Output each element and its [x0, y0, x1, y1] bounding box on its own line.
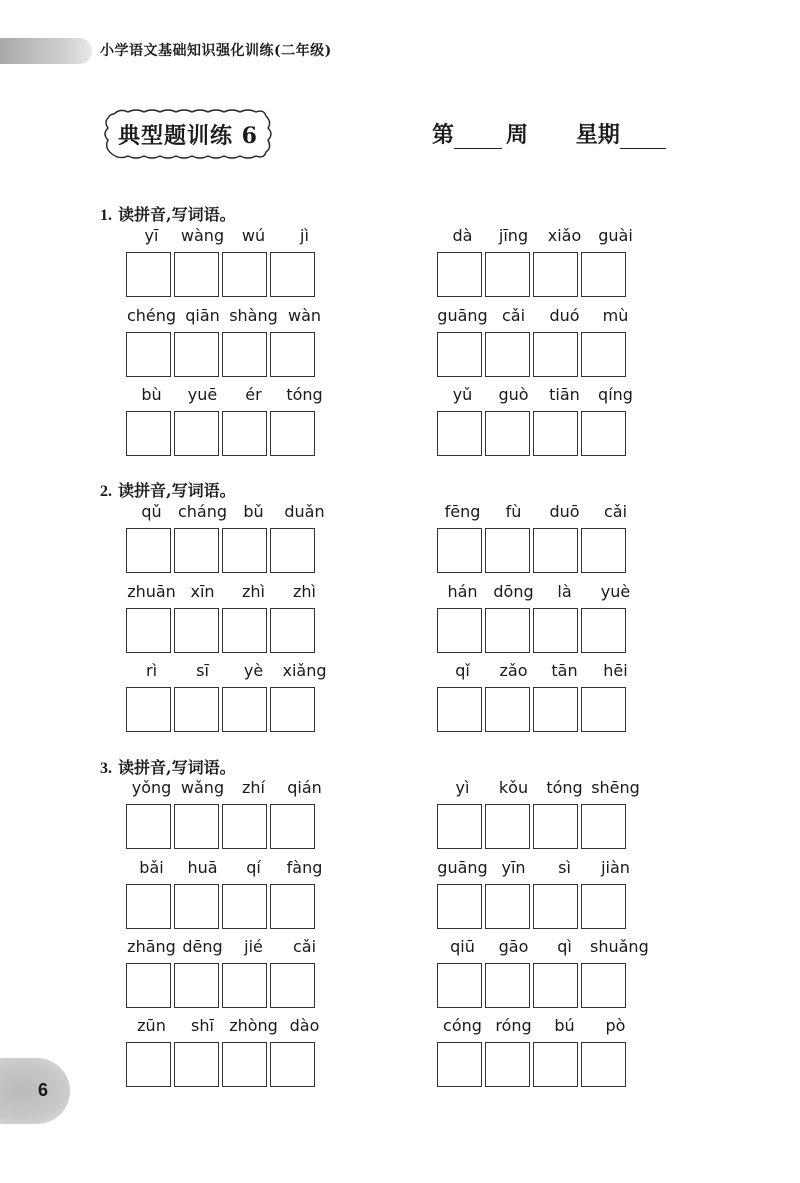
- writing-box-row: [437, 332, 641, 377]
- question-2-label: [100, 478, 236, 501]
- pinyin-row: [437, 937, 649, 959]
- pinyin-syllable: fù: [505, 502, 522, 521]
- writing-box[interactable]: [174, 332, 219, 377]
- pinyin-syllable: guāng: [437, 858, 488, 877]
- writing-box-row: [437, 528, 641, 573]
- writing-box[interactable]: [533, 411, 578, 456]
- pinyin-syllable: zǎo: [499, 661, 528, 680]
- writing-box[interactable]: [222, 804, 267, 849]
- pinyin-row: [126, 582, 330, 604]
- writing-box[interactable]: [174, 252, 219, 297]
- weekday-label: 星期: [575, 122, 620, 148]
- pinyin-syllable: sì: [558, 858, 571, 877]
- word-group: [437, 226, 641, 297]
- page-tab: [0, 1058, 70, 1124]
- writing-box[interactable]: [174, 963, 219, 1008]
- exercise-title: 典型题训练 6: [118, 122, 258, 149]
- pinyin-syllable: zhāng: [127, 937, 176, 956]
- pinyin-syllable: yì: [455, 778, 470, 797]
- writing-box[interactable]: [581, 608, 626, 653]
- word-group: [437, 661, 641, 732]
- pinyin-syllable: wú: [241, 226, 266, 245]
- question-instruction: 读拼音,写词语。: [118, 758, 236, 777]
- pinyin-row: [437, 385, 641, 407]
- pinyin-syllable: qǔ: [141, 502, 162, 521]
- pinyin-syllable: shī: [191, 1016, 214, 1035]
- writing-box[interactable]: [533, 252, 578, 297]
- question-number: 1.: [100, 207, 112, 224]
- question-instruction: 读拼音,写词语。: [118, 205, 236, 224]
- pinyin-syllable: hēi: [603, 661, 628, 680]
- question-number: 2.: [100, 483, 112, 500]
- pinyin-syllable: kǒu: [498, 778, 529, 797]
- word-group: [126, 858, 330, 929]
- writing-box[interactable]: [222, 1042, 267, 1087]
- writing-box-row: [437, 963, 641, 1008]
- writing-box-row: [437, 252, 641, 297]
- writing-box[interactable]: [533, 963, 578, 1008]
- pinyin-row: [437, 661, 641, 683]
- writing-box[interactable]: [581, 687, 626, 732]
- page-number: 6: [38, 1080, 49, 1100]
- writing-box[interactable]: [581, 411, 626, 456]
- writing-box[interactable]: [174, 804, 219, 849]
- pinyin-syllable: ér: [245, 385, 262, 404]
- pinyin-syllable: huā: [187, 858, 218, 877]
- pinyin-syllable: shēng: [591, 778, 640, 797]
- pinyin-syllable: zūn: [137, 1016, 166, 1035]
- writing-box[interactable]: [270, 411, 315, 456]
- word-group: [437, 385, 641, 456]
- pinyin-syllable: xiǎo: [547, 226, 582, 245]
- header-band: [0, 38, 92, 64]
- book-title: 小学语文基础知识强化训练(二年级): [100, 43, 332, 59]
- pinyin-syllable: wǎng: [180, 778, 225, 797]
- pinyin-row: [437, 306, 641, 328]
- writing-box[interactable]: [437, 528, 482, 573]
- pinyin-syllable: qiān: [185, 306, 220, 325]
- pinyin-syllable: jiàn: [601, 858, 630, 877]
- pinyin-row: [437, 1016, 641, 1038]
- writing-box-row: [437, 608, 641, 653]
- pinyin-syllable: wàn: [287, 306, 322, 325]
- pinyin-syllable: bǎi: [139, 858, 164, 877]
- question-instruction: 读拼音,写词语。: [118, 481, 236, 500]
- writing-box-row: [437, 804, 641, 849]
- pinyin-syllable: qǐ: [455, 661, 470, 680]
- pinyin-row: [126, 778, 330, 800]
- word-group: [437, 1016, 641, 1087]
- writing-box-row: [437, 687, 641, 732]
- writing-box[interactable]: [533, 804, 578, 849]
- pinyin-syllable: rì: [145, 661, 158, 680]
- writing-box[interactable]: [485, 884, 530, 929]
- pinyin-syllable: jīng: [498, 226, 529, 245]
- pinyin-row: [437, 778, 641, 800]
- pinyin-syllable: fēng: [444, 502, 481, 521]
- pinyin-syllable: cǎi: [292, 937, 317, 956]
- writing-box-row: [126, 608, 330, 653]
- week-prefix: 第: [432, 122, 455, 148]
- pinyin-row: [126, 385, 330, 407]
- writing-box[interactable]: [222, 608, 267, 653]
- writing-box[interactable]: [270, 332, 315, 377]
- writing-box[interactable]: [485, 528, 530, 573]
- question-1-label: [100, 202, 236, 225]
- pinyin-syllable: tóng: [546, 778, 583, 797]
- pinyin-row: [437, 226, 641, 248]
- writing-box[interactable]: [533, 884, 578, 929]
- pinyin-syllable: dēng: [182, 937, 223, 956]
- pinyin-syllable: bǔ: [243, 502, 264, 521]
- pinyin-syllable: qí: [246, 858, 261, 877]
- pinyin-syllable: sī: [196, 661, 209, 680]
- pinyin-row: [437, 502, 641, 524]
- writing-box[interactable]: [485, 687, 530, 732]
- pinyin-syllable: yuē: [187, 385, 218, 404]
- pinyin-row: [126, 226, 330, 248]
- writing-box[interactable]: [174, 1042, 219, 1087]
- writing-box[interactable]: [485, 332, 530, 377]
- writing-box-row: [437, 884, 641, 929]
- pinyin-syllable: cǎi: [501, 306, 526, 325]
- writing-box[interactable]: [485, 608, 530, 653]
- pinyin-syllable: jié: [244, 937, 263, 956]
- pinyin-syllable: qì: [557, 937, 572, 956]
- word-group: [126, 661, 330, 732]
- pinyin-syllable: shàng: [229, 306, 278, 325]
- writing-box[interactable]: [270, 252, 315, 297]
- writing-box[interactable]: [126, 804, 171, 849]
- pinyin-syllable: guài: [598, 226, 633, 245]
- pinyin-syllable: gāo: [498, 937, 529, 956]
- pinyin-syllable: qián: [287, 778, 322, 797]
- pinyin-syllable: xīn: [190, 582, 215, 601]
- writing-box-row: [126, 963, 330, 1008]
- writing-box[interactable]: [533, 1042, 578, 1087]
- pinyin-syllable: zhì: [293, 582, 316, 601]
- word-group: [126, 937, 330, 1008]
- writing-box[interactable]: [437, 1042, 482, 1087]
- word-group: [126, 306, 330, 377]
- writing-box[interactable]: [270, 1042, 315, 1087]
- word-group: [126, 582, 330, 653]
- word-group: [126, 1016, 330, 1087]
- writing-box-row: [126, 528, 330, 573]
- writing-box-row: [126, 884, 330, 929]
- pinyin-syllable: yǒng: [131, 778, 172, 797]
- exercise-badge: [100, 106, 276, 162]
- writing-box[interactable]: [174, 687, 219, 732]
- writing-box[interactable]: [533, 687, 578, 732]
- writing-box[interactable]: [581, 963, 626, 1008]
- pinyin-syllable: cháng: [177, 502, 228, 521]
- pinyin-syllable: duǎn: [284, 502, 325, 521]
- writing-box[interactable]: [437, 608, 482, 653]
- pinyin-syllable: bù: [141, 385, 162, 404]
- week-blank: [454, 126, 502, 149]
- pinyin-syllable: guāng: [437, 306, 488, 325]
- pinyin-syllable: zhuān: [127, 582, 176, 601]
- pinyin-syllable: yuè: [600, 582, 631, 601]
- pinyin-syllable: dōng: [493, 582, 534, 601]
- writing-box[interactable]: [485, 411, 530, 456]
- writing-box-row: [126, 687, 330, 732]
- writing-box[interactable]: [533, 332, 578, 377]
- writing-box[interactable]: [174, 608, 219, 653]
- pinyin-syllable: qíng: [598, 385, 633, 404]
- writing-box[interactable]: [581, 332, 626, 377]
- writing-box[interactable]: [270, 528, 315, 573]
- writing-box[interactable]: [437, 252, 482, 297]
- word-group: [437, 502, 641, 573]
- pinyin-row: [126, 306, 330, 328]
- writing-box[interactable]: [533, 608, 578, 653]
- writing-box[interactable]: [485, 963, 530, 1008]
- writing-box[interactable]: [533, 528, 578, 573]
- writing-box-row: [437, 411, 641, 456]
- pinyin-row: [126, 661, 330, 683]
- writing-box-row: [126, 411, 330, 456]
- writing-box[interactable]: [437, 884, 482, 929]
- word-group: [437, 937, 649, 1008]
- pinyin-syllable: mù: [602, 306, 629, 325]
- writing-box[interactable]: [270, 687, 315, 732]
- writing-box[interactable]: [222, 884, 267, 929]
- pinyin-row: [437, 582, 641, 604]
- pinyin-syllable: shuǎng: [590, 937, 649, 956]
- writing-box[interactable]: [126, 608, 171, 653]
- writing-box[interactable]: [174, 528, 219, 573]
- writing-box[interactable]: [270, 884, 315, 929]
- pinyin-row: [437, 858, 641, 880]
- writing-box[interactable]: [126, 687, 171, 732]
- pinyin-syllable: hán: [447, 582, 478, 601]
- pinyin-syllable: yè: [243, 661, 264, 680]
- pinyin-row: [126, 937, 330, 959]
- writing-box[interactable]: [437, 332, 482, 377]
- word-group: [126, 502, 330, 573]
- question-number: 3.: [100, 760, 112, 777]
- writing-box-row: [126, 804, 330, 849]
- pinyin-syllable: bú: [554, 1016, 575, 1035]
- writing-box[interactable]: [222, 252, 267, 297]
- writing-box[interactable]: [437, 411, 482, 456]
- writing-box[interactable]: [270, 963, 315, 1008]
- word-group: [126, 385, 330, 456]
- writing-box[interactable]: [222, 963, 267, 1008]
- week-suffix: 周: [506, 122, 529, 148]
- pinyin-syllable: qiū: [450, 937, 475, 956]
- word-group: [437, 858, 641, 929]
- writing-box[interactable]: [581, 804, 626, 849]
- pinyin-syllable: pò: [605, 1016, 626, 1035]
- pinyin-syllable: tóng: [286, 385, 323, 404]
- pinyin-syllable: cǎi: [603, 502, 628, 521]
- pinyin-syllable: duō: [549, 502, 580, 521]
- pinyin-row: [126, 858, 330, 880]
- pinyin-row: [126, 1016, 330, 1038]
- pinyin-syllable: duó: [549, 306, 580, 325]
- writing-box[interactable]: [222, 528, 267, 573]
- writing-box[interactable]: [126, 332, 171, 377]
- pinyin-syllable: zhòng: [229, 1016, 278, 1035]
- writing-box[interactable]: [581, 528, 626, 573]
- pinyin-syllable: dà: [452, 226, 473, 245]
- pinyin-syllable: róng: [495, 1016, 532, 1035]
- pinyin-syllable: tān: [551, 661, 578, 680]
- writing-box[interactable]: [485, 1042, 530, 1087]
- pinyin-syllable: yīn: [501, 858, 526, 877]
- writing-box[interactable]: [581, 252, 626, 297]
- writing-box[interactable]: [126, 411, 171, 456]
- word-group: [437, 582, 641, 653]
- word-group: [126, 778, 330, 849]
- writing-box-row: [126, 252, 330, 297]
- writing-box[interactable]: [126, 1042, 171, 1087]
- writing-box[interactable]: [174, 411, 219, 456]
- pinyin-syllable: là: [557, 582, 572, 601]
- date-line: [432, 118, 666, 149]
- writing-box[interactable]: [126, 884, 171, 929]
- writing-box[interactable]: [126, 528, 171, 573]
- writing-box[interactable]: [222, 332, 267, 377]
- writing-box[interactable]: [270, 804, 315, 849]
- weekday-blank: [620, 126, 666, 149]
- writing-box[interactable]: [126, 963, 171, 1008]
- writing-box[interactable]: [437, 687, 482, 732]
- pinyin-syllable: zhì: [242, 582, 265, 601]
- writing-box[interactable]: [485, 804, 530, 849]
- writing-box-row: [437, 1042, 641, 1087]
- writing-box[interactable]: [437, 963, 482, 1008]
- pinyin-syllable: yǔ: [452, 385, 473, 404]
- pinyin-syllable: guò: [498, 385, 529, 404]
- question-3-label: [100, 755, 236, 778]
- pinyin-syllable: jì: [300, 226, 309, 245]
- pinyin-syllable: chéng: [126, 306, 177, 325]
- writing-box-row: [126, 1042, 330, 1087]
- writing-box[interactable]: [581, 884, 626, 929]
- pinyin-syllable: fàng: [286, 858, 323, 877]
- writing-box[interactable]: [222, 687, 267, 732]
- writing-box[interactable]: [485, 252, 530, 297]
- writing-box[interactable]: [126, 252, 171, 297]
- writing-box-row: [126, 332, 330, 377]
- pinyin-syllable: dào: [289, 1016, 320, 1035]
- pinyin-syllable: tiān: [549, 385, 580, 404]
- word-group: [437, 778, 641, 849]
- writing-box[interactable]: [270, 608, 315, 653]
- pinyin-syllable: zhí: [242, 778, 265, 797]
- pinyin-syllable: wàng: [180, 226, 225, 245]
- word-group: [437, 306, 641, 377]
- pinyin-syllable: cóng: [443, 1016, 482, 1035]
- word-group: [126, 226, 330, 297]
- writing-box[interactable]: [437, 804, 482, 849]
- writing-box[interactable]: [581, 1042, 626, 1087]
- pinyin-syllable: yī: [144, 226, 159, 245]
- pinyin-row: [126, 502, 330, 524]
- pinyin-syllable: xiǎng: [282, 661, 327, 680]
- writing-box[interactable]: [222, 411, 267, 456]
- writing-box[interactable]: [174, 884, 219, 929]
